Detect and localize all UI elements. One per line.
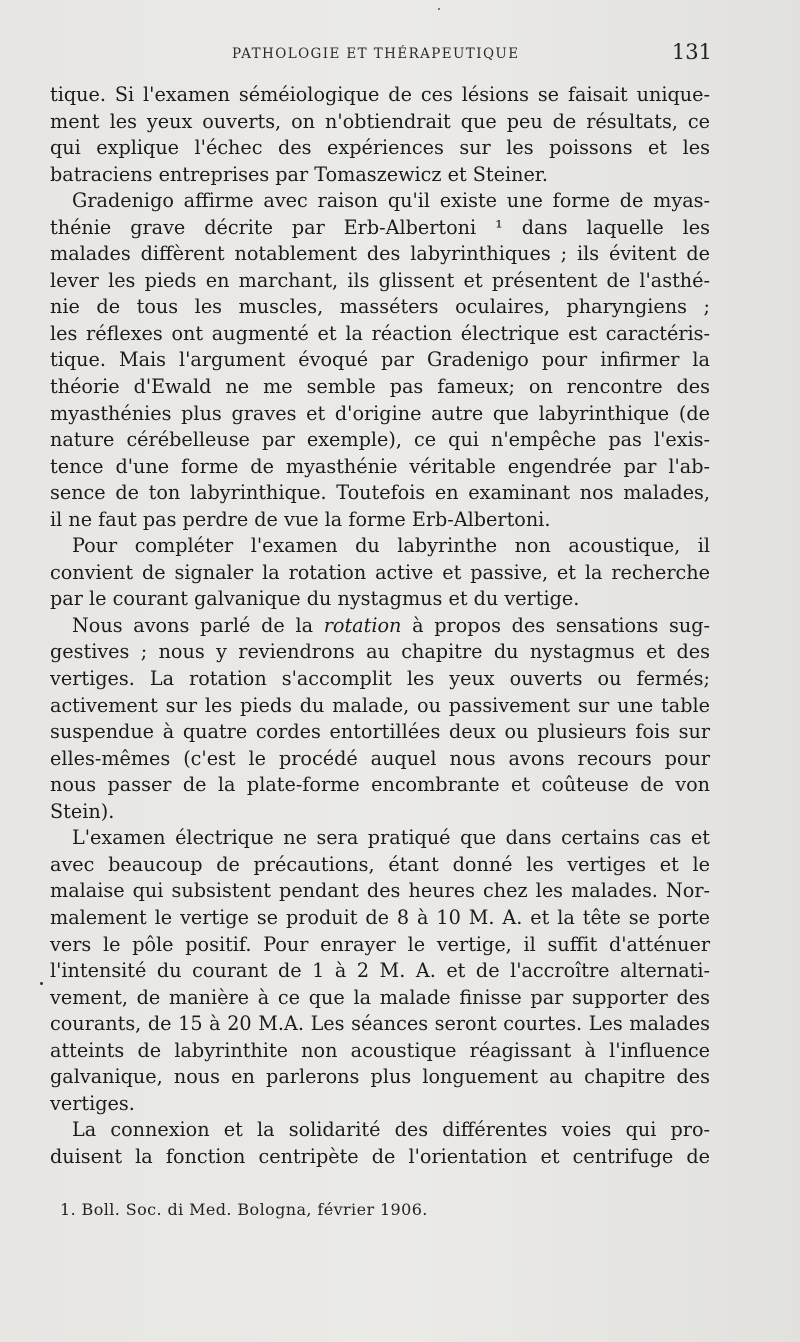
text-line: malaise qui subsistent pendant des heures chez les malades. Nor-: [50, 879, 710, 903]
page-number: 131: [671, 40, 712, 64]
text-line: Stein).: [50, 799, 115, 823]
text-line: galvanique, nous en parlerons plus longuement au chapitre des: [50, 1065, 710, 1089]
text-line: ment les yeux ouverts, on n'obtiendrait que peu de résultats, ce: [50, 109, 710, 133]
text-line: gestives ; nous y reviendrons au chapitre du nystagmus et des: [50, 640, 710, 664]
text-line: nous passer de la plate-forme encombrante et coûteuse de von: [50, 773, 710, 797]
text-line: elles-mêmes (c'est le procédé auquel nous avons recours pour: [50, 746, 710, 770]
print-speck: [438, 8, 440, 10]
text-line: tence d'une forme de myasthénie véritable engendrée par l'ab-: [50, 454, 710, 478]
text-line: théorie d'Ewald ne me semble pas fameux; on rencontre des: [50, 375, 710, 399]
text-line: tique. Si l'examen séméiologique de ces lésions se faisait unique-: [50, 83, 710, 106]
text-line: vertiges. La rotation s'accomplit les yeux ouverts ou fermés;: [50, 667, 710, 691]
text-line: nie de tous les muscles, masséters oculaires, pharyngiens ;: [50, 295, 710, 319]
text-line: avec beaucoup de précautions, étant donné les vertiges et le: [50, 852, 710, 876]
text-line: vertiges.: [50, 1091, 135, 1115]
text-line: lever les pieds en marchant, ils glissent et présentent de l'asthé-: [50, 268, 710, 292]
text-line: convient de signaler la rotation active et passive, et la recherche: [50, 560, 710, 584]
text-line: qui explique l'échec des expériences sur les poissons et les: [50, 136, 710, 160]
text-line: L'examen électrique ne sera pratiqué que dans certains cas et: [72, 826, 710, 850]
text-line: Pour compléter l'examen du labyrinthe non acoustique, il: [72, 534, 710, 558]
text-line: nature cérébelleuse par exemple), ce qui n'empêche pas l'exis-: [50, 428, 710, 452]
text-line: malement le vertige se produit de 8 à 10 M. A. et la tête se porte: [50, 905, 710, 929]
body-text: [50, 82, 710, 1170]
text-line: myasthénies plus graves et d'origine autre que labyrinthique (de: [50, 401, 710, 425]
page-header: [52, 40, 712, 68]
text-line: il ne faut pas perdre de vue la forme Erb-Albertoni.: [50, 507, 551, 531]
text-line: l'intensité du courant de 1 à 2 M. A. et de l'accroître alternati-: [50, 959, 710, 983]
text-line: suspendue à quatre cordes entortillées deux ou plusieurs fois sur: [50, 720, 710, 744]
text-line: vers le pôle positif. Pour enrayer le vertige, il suffit d'atténuer: [50, 932, 710, 956]
text-line: les réflexes ont augmenté et la réaction électrique est caractéris-: [50, 321, 710, 345]
footnote: 1. Boll. Soc. di Med. Bologna, février 1906.: [60, 1200, 428, 1219]
text-line: activement sur les pieds du malade, ou passivement sur une table: [50, 693, 710, 717]
text-line: vement, de manière à ce que la malade finisse par supporter des: [50, 985, 710, 1009]
text-line: La connexion et la solidarité des différentes voies qui pro-: [72, 1118, 710, 1142]
text-line: Gradenigo affirme avec raison qu'il existe une forme de myas-: [72, 189, 710, 213]
text-line: malades diffèrent notablement des labyrinthiques ; ils évitent de: [50, 242, 710, 266]
text-line: atteints de labyrinthite non acoustique réagissant à l'influence: [50, 1038, 710, 1062]
text-line: batraciens entreprises par Tomaszewicz et Steiner.: [50, 162, 548, 186]
running-head: PATHOLOGIE ET THÉRAPEUTIQUE: [232, 46, 520, 62]
text-line: Nous avons parlé de la rotation à propos des sensations sug-: [72, 613, 710, 637]
text-line: sence de ton labyrinthique. Toutefois en examinant nos malades,: [50, 481, 710, 505]
text-line: duisent la fonction centripète de l'orientation et centrifuge de: [50, 1144, 710, 1168]
text-line: par le courant galvanique du nystagmus et du vertige.: [50, 587, 580, 611]
text-line: tique. Mais l'argument évoqué par Gradenigo pour infirmer la: [50, 348, 710, 372]
margin-mark: [40, 982, 43, 985]
text-line: thénie grave décrite par Erb-Albertoni ¹ dans laquelle les: [50, 215, 710, 239]
text-line: courants, de 15 à 20 M.A. Les séances seront courtes. Les malades: [50, 1012, 710, 1036]
